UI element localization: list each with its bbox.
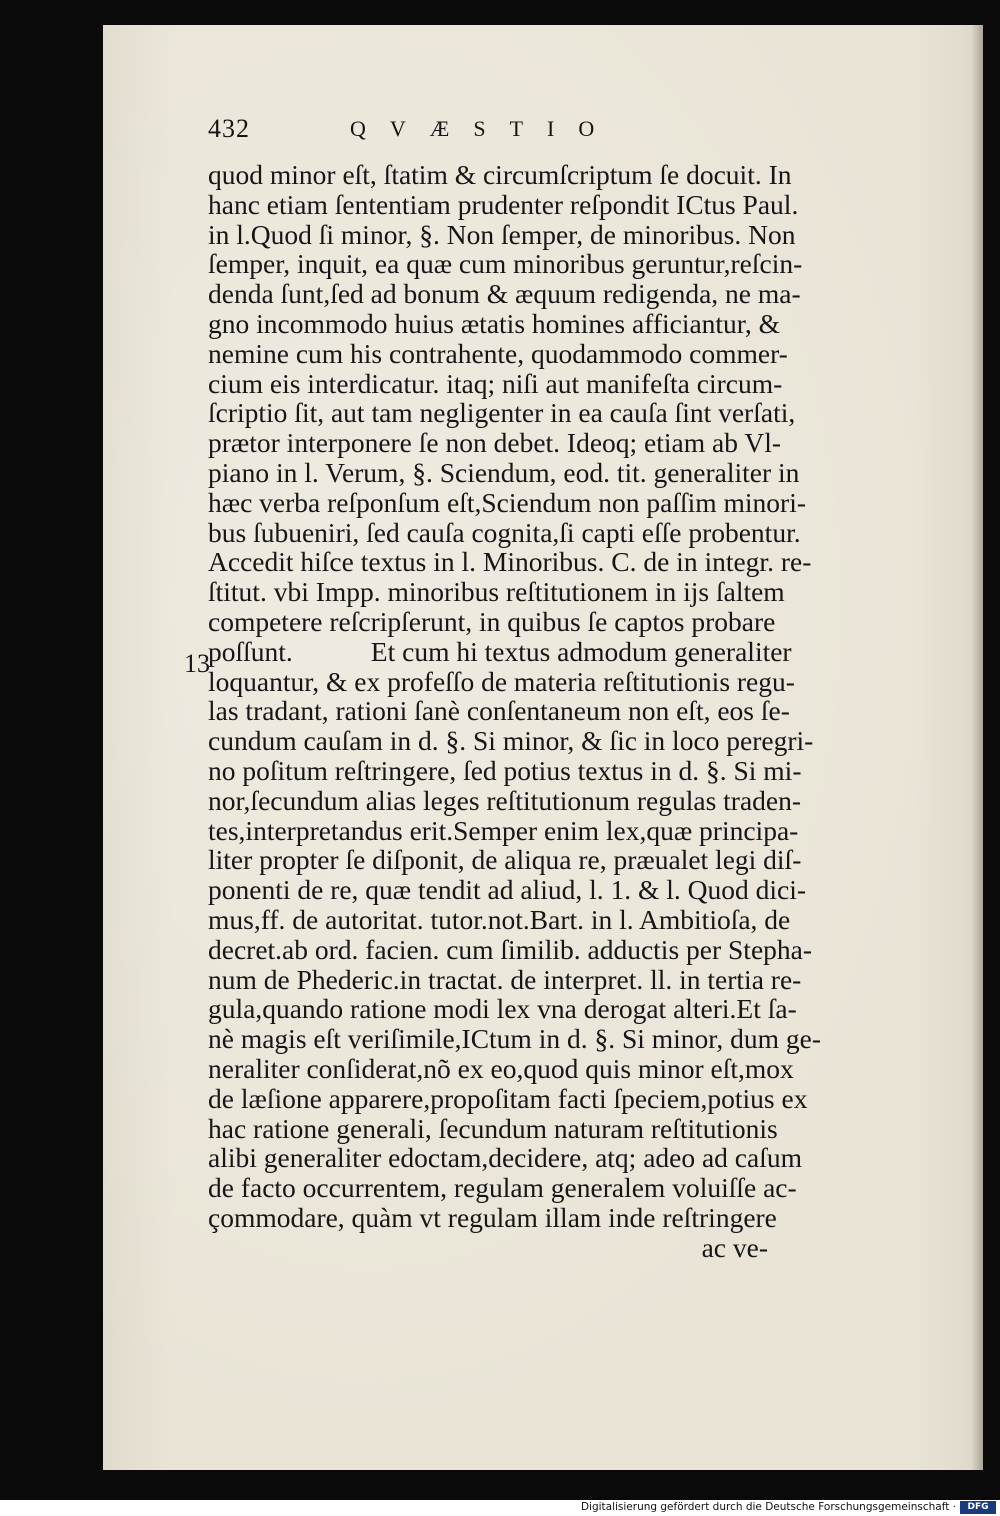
dfg-logo-icon: DFG [960,1501,996,1514]
catchword: ac ve- [701,1231,768,1263]
text-line: tes,interpretandus erit.Semper enim lex,quæ principa- [208,814,799,846]
text-line: quod minor eſt, ſtatim & circumſcriptum ſe docuit. In [208,159,792,190]
page-header [208,114,768,154]
text-line: hæc verba reſponſum eſt,Sciendum non paſſim minori- [208,486,807,518]
text-line: competere reſcripſerunt, in quibus ſe captos probare [208,605,776,637]
text-line: in l.Quod ſi minor, §. Non ſemper, de minoribus. Non [208,218,796,250]
text-line: no poſitum reſtringere, ſed potius textus in d. §. Si mi- [208,754,802,786]
text-line: decret.ab ord. facien. cum ſimilib. adductis per Stepha- [208,933,813,965]
page-number: 432 [208,114,250,143]
text-line: de facto occurrentem, regulam generalem voluiſſe ac- [208,1172,797,1204]
text-line: hac ratione generali, ſecundum naturam reſtitutionis [208,1112,778,1144]
text-line: cium eis interdicatur. itaq; niſi aut manifeſta circum- [208,367,783,399]
text-line: çommodare, quàm vt regulam illam inde reſtringere [208,1201,777,1233]
text-line: las tradant, rationi ſanè conſentaneum non eſt, eos ſe- [208,695,790,727]
text-line: liter propter ſe diſponit, de aliqua re, præualet legi diſ- [208,844,802,876]
text-line: neraliter conſiderat,nõ ex eo,quod quis minor eſt,mox [208,1052,794,1084]
text-line-paragraph-break [208,635,792,667]
main-text-block [208,159,821,1263]
text-line: cundum cauſam in d. §. Si minor, & ſic in loco peregri- [208,725,814,757]
text-line: denda ſunt,ſed ad bonum & æquum redigenda, ne ma- [208,278,801,310]
text-line: mus,ff. de autoritat. tutor.not.Bart. in l. Ambitioſa, de [208,903,791,935]
running-title: QVÆSTIO [350,116,619,141]
text-line: ſemper, inquit, ea quæ cum minoribus geruntur,reſcin- [208,248,803,280]
text-line: piano in l. Verum, §. Sciendum, eod. tit. generaliter in [208,456,800,488]
text-line: bus ſubueniri, ſed cauſa cognita,ſi capti eſſe probentur. [208,516,801,548]
text-line: de læſione apparere,propoſitam facti ſpeciem,potius ex [208,1082,808,1114]
text-fragment: Et cum hi textus admodum generaliter [370,635,792,667]
funding-credit: Digitalisierung gefördert durch die Deutsche Forschungsgemeinschaft · [580,1501,956,1513]
text-line: num de Phederic.in tractat. de interpret. ll. in tertia re- [208,963,802,995]
text-line: hanc etiam ſententiam prudenter reſpondit ICtus Paul. [208,188,799,220]
page-edge-shadow [971,25,983,1470]
text-line: nor,ſecundum alias leges reſtitutionum regulas traden- [208,784,802,816]
text-line: prætor interponere ſe non debet. Ideoq; etiam ab Vl- [208,427,781,459]
text-line: Accedit hiſce textus in l. Minoribus. C. de in integr. re- [208,546,812,578]
text-line: ſtitut. vbi Impp. minoribus reſtitutionem in ijs ſaltem [208,576,785,608]
text-line: loquantur, & ex profeſſo de materia reſtitutionis regu- [208,665,795,697]
text-line: nè magis eſt veriſimile,ICtum in d. §. Si minor, dum ge- [208,1023,821,1055]
text-line: ponenti de re, quæ tendit ad aliud, l. 1. & l. Quod dici- [208,874,807,906]
text-line: ſcriptio ſit, aut tam negligenter in ea cauſa ſint verſati, [208,397,796,429]
text-line: gula,quando ratione modi lex vna derogat alteri.Et ſa- [208,993,797,1025]
text-fragment: poſſunt. [208,635,293,667]
text-line: alibi generaliter edoctam,decidere, atq; adeo ad caſum [208,1142,803,1174]
text-line: gno incommodo huius ætatis homines afficiantur, & [208,307,781,339]
marginal-note-number: 13 [184,649,210,678]
text-line: nemine cum his contrahente, quodammodo commer- [208,337,788,369]
